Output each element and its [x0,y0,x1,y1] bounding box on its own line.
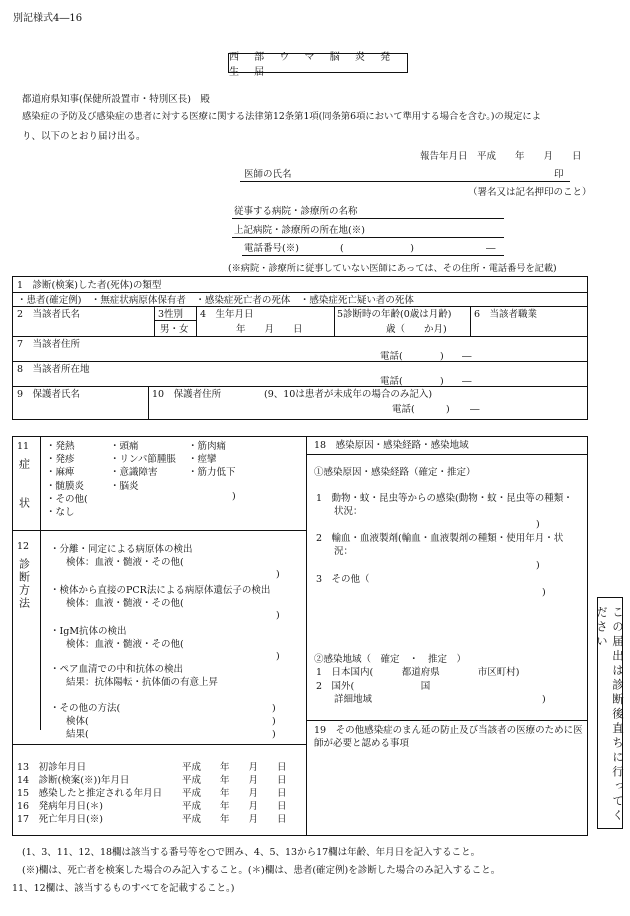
date-row-value-14[interactable]: 平成 年 月 日 [182,775,287,786]
date-row-label-13: 13 初診年月日 [17,762,87,773]
doctor-name-line[interactable] [240,181,570,182]
side-note-text: この届出は診断後直ちに行ってください [595,606,625,824]
date-row-value-15[interactable]: 平成 年 月 日 [182,788,287,799]
symptom-col1-item-0[interactable]: ・発熱 [46,441,75,452]
s4-label: 4 生年月日 [200,309,254,320]
doctor-name-label: 医師の氏名 [244,169,292,180]
symptom-col1-item-4[interactable]: ・その他( [46,493,88,505]
date-row-label-17: 17 死亡年月日(※) [17,814,104,825]
s1-label: 1 診断(検案)した者(死体)の類型 [17,280,162,291]
s7-label: 7 当該者住所 [17,339,81,350]
hospital-address-label: 上記病院・診療所の所在地(※) [234,225,365,236]
method-5-specimen[interactable]: 検体( [66,716,89,727]
symptoms-other-close: ) [232,491,236,502]
s10-tel-dash: ― [470,404,480,415]
s18-detail-area[interactable]: 詳細地域 [334,694,373,705]
s7-tel-close[interactable]: ) [440,351,444,362]
s12-num: 12 [17,541,30,552]
s18-route-3-close: ) [542,587,546,598]
s18-domestic[interactable]: 1 日本国内( 都道府県 市区町村) [316,667,520,678]
s7-tel-label: 電話( [380,351,403,362]
s10-tel-label: 電話( [392,404,415,415]
s7-tel-dash: ― [462,351,472,362]
s18-overseas[interactable]: 2 国外( 国 [316,681,431,692]
method-5-close: ) [272,703,276,714]
hospital-name-line[interactable] [232,218,504,219]
s8-tel-label: 電話( [380,376,403,387]
s10-tel-close[interactable]: ) [446,404,450,415]
method-4-title[interactable]: ・ペア血清での中和抗体の検出 [50,664,184,675]
s3-options[interactable]: 男・女 [160,324,189,335]
method-3-close: ) [276,651,280,662]
s9-label: 9 保護者氏名 [17,389,81,400]
phone-dash: ― [486,243,496,254]
s18-route-1-line1[interactable]: 1 動物・蚊・昆虫等からの感染(動物・蚊・昆虫等の種類・ [316,493,573,504]
s18-route-2-close: ) [536,560,540,571]
symptom-col2-item-1[interactable]: ・リンパ節腫脹 [110,454,176,466]
symptom-col3-item-0[interactable]: ・筋肉痛 [188,441,227,452]
intro-line-1: 感染症の予防及び感染症の患者に対する医療に関する法律第12条第1項(同条第6項において準用する場合を含む。)の規定によ [22,111,541,122]
phone-paren[interactable]: ( ) [340,243,414,254]
s18-infection-area[interactable]: ②感染地域（ 確定 ・ 推定 ） [314,654,467,665]
method-2-specimen[interactable]: 検体：血液・髄液・その他( [66,598,184,609]
method-1-title[interactable]: ・分離・同定による病原体の検出 [50,544,193,555]
side-note-box [597,597,623,829]
symptom-col3-item-2[interactable]: ・筋力低下 [188,467,236,479]
method-3-specimen[interactable]: 検体：血液・髄液・その他( [66,639,184,650]
s18-overseas-close: ) [542,694,546,705]
s3-label: 3性別 [158,309,184,320]
method-2-close: ) [276,610,280,621]
s11-num: 11 [17,441,30,452]
phone-label: 電話番号(※) [244,243,299,254]
method-4-result[interactable]: 結果：抗体陽転・抗体価の有意上昇 [66,677,219,688]
footnote-3: 11、12欄は、該当するものすべてを記載すること。) [12,883,235,894]
s18-route-1-line2[interactable]: 状況： [334,506,363,517]
s5-label: 5診断時の年齢(0歳は月齢) [337,309,452,320]
footnote-2: (※)欄は、死亡者を検案した場合のみ記入すること。(＊)欄は、患者(確定例)を診断した場合のみ記入すること。 [22,865,501,876]
s18-route-3[interactable]: 3 その他（ [316,574,370,585]
s19-label: 19 その他感染症のまん延の防止及び当該者の医療のために医師が必要と認める事項 [314,725,583,749]
date-row-label-15: 15 感染したと推定される年月日 [17,788,163,799]
method-5-specimen-close: ) [272,716,276,727]
seal-mark: 印 [554,169,564,180]
method-2-title[interactable]: ・検体から直接のPCR法による病原体遺伝子の検出 [50,585,271,596]
symptoms-column-3[interactable] [188,440,236,480]
s11-vertical-label: 症 状 [17,458,31,510]
s8-tel-close[interactable]: ) [440,376,444,387]
symptom-col2-item-0[interactable]: ・頭痛 [110,441,139,452]
s18-route-2-line1[interactable]: 2 輸血・血液製剤(輸血・血液製剤の種類・使用年月・状 [316,533,564,544]
symptom-col2-item-3[interactable]: ・脳炎 [110,480,139,492]
hospital-address-line[interactable] [232,237,504,238]
signature-note: （署名又は記名押印のこと） [468,187,592,198]
s10-note: (9、10は患者が未成年の場合のみ記入) [264,389,433,400]
s6-label: 6 当該者職業 [474,309,538,320]
report-date[interactable]: 報告年月日 平成 年 月 日 [420,151,582,162]
s8-tel-dash: ― [462,376,472,387]
symptoms-column-2[interactable] [110,440,176,493]
s18-route-2-line2[interactable]: 況： [334,546,354,557]
date-row-label-14: 14 診断(検案(※))年月日 [17,775,130,786]
s4-value[interactable]: 年 月 日 [236,324,303,335]
s5-value[interactable]: 歳（ か月) [386,324,447,335]
s18-label: 18 感染原因・感染経路・感染地域 [314,440,469,451]
s18-cause-route[interactable]: ①感染原因・感染経路（確定・推定） [314,467,476,478]
method-3-title[interactable]: ・IgM抗体の検出 [50,626,127,637]
hospital-note: (※病院・診療所に従事していない医師にあっては、その住所・電話番号を記載) [228,263,557,274]
footnote-1: (1、3、11、12、18欄は該当する番号等を○で囲み、4、5、13から17欄は年齢、年月日を記入すること。 [22,847,481,858]
form-title: 西 部 ウ マ 脳 炎 発 生 届 [228,53,408,73]
phone-line[interactable] [242,255,504,256]
symptom-col3-item-1[interactable]: ・痙攣 [188,454,217,466]
s18-route-1-close: ) [536,519,540,530]
method-5-result-close: ) [272,729,276,740]
symptoms-column-1[interactable] [46,440,88,519]
form-id: 別記様式4―16 [13,13,83,24]
method-1-specimen[interactable]: 検体：血液・髄液・その他( [66,557,184,568]
symptom-col1-item-1[interactable]: ・発疹 [46,454,75,466]
symptom-col1-item-3[interactable]: ・髄膜炎 [46,480,85,492]
date-row-value-13[interactable]: 平成 年 月 日 [182,762,287,773]
method-1-close: ) [276,569,280,580]
s10-label: 10 保護者住所 [152,389,222,400]
addressee: 都道府県知事(保健所設置市・特別区長) 殿 [22,94,210,105]
symptom-col1-item-2[interactable]: ・麻痺 [46,467,75,479]
hospital-name-label: 従事する病院・診療所の名称 [234,206,358,217]
symptom-col1-item-5[interactable]: ・なし [46,507,75,519]
date-row-value-17[interactable]: 平成 年 月 日 [182,814,287,825]
method-5-title[interactable]: ・その他の方法( [50,703,121,714]
symptom-col2-item-2[interactable]: ・意識障害 [110,467,158,479]
s1-options[interactable]: ・患者(確定例) ・無症状病原体保有者 ・感染症死亡者の死体 ・感染症死亡疑い者の死体 [17,295,414,306]
s8-label: 8 当該者所在地 [17,364,90,375]
method-5-result[interactable]: 結果( [66,729,89,740]
date-row-label-16: 16 発病年月日(＊) [17,801,104,812]
s2-label: 2 当該者氏名 [17,309,81,320]
intro-line-2: り、以下のとおり届け出る。 [22,131,146,142]
date-row-value-16[interactable]: 平成 年 月 日 [182,801,287,812]
s12-vertical-label: 診断方法 [17,558,31,610]
